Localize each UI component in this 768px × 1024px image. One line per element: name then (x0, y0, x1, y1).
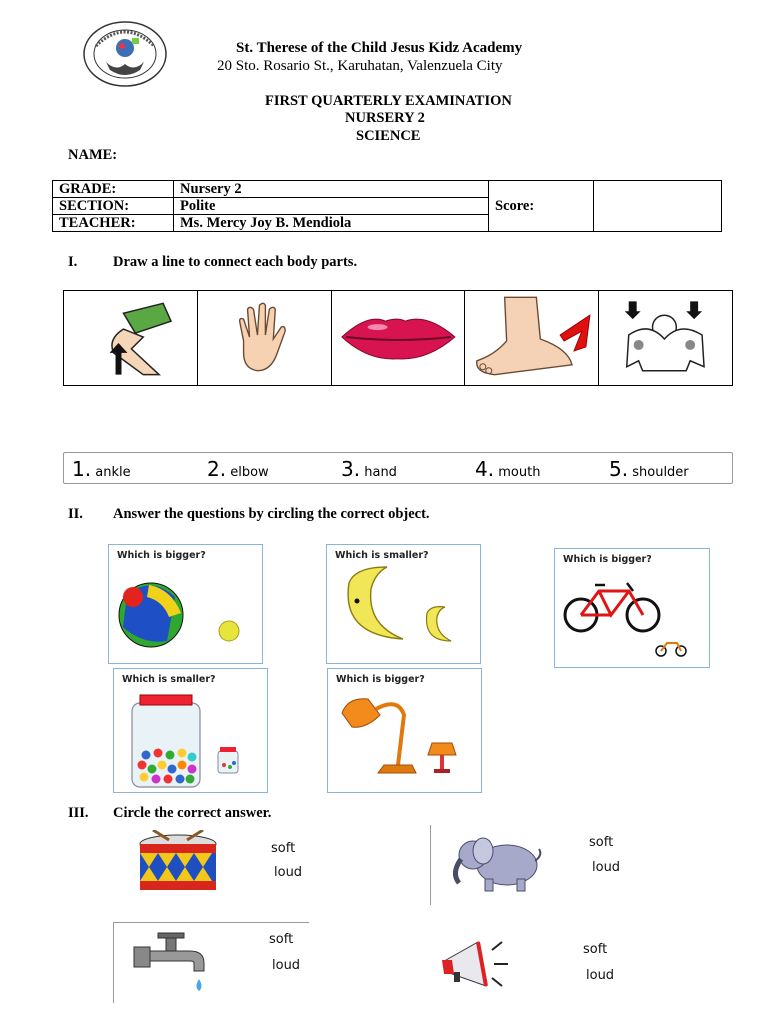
sound-card-megaphone[interactable] (428, 926, 623, 1006)
word-bank-item (207, 457, 269, 481)
word-bank-number: 3. (341, 457, 361, 481)
compare-card-moons[interactable] (326, 544, 481, 664)
compare-card-bicycles[interactable] (554, 548, 710, 668)
school-logo (82, 20, 168, 88)
compare-card-balls[interactable] (108, 544, 263, 664)
body-parts-strip (63, 290, 733, 386)
sound-card-elephant[interactable] (430, 825, 626, 905)
section-2-instruction: Answer the questions by circling the correct object. (113, 506, 430, 522)
option-loud[interactable]: loud (586, 968, 615, 983)
section-value: Polite (174, 198, 489, 215)
teacher-label: TEACHER: (53, 215, 174, 232)
word-bank-number: 1. (72, 457, 92, 481)
name-label: NAME: (68, 147, 118, 163)
word-bank-number: 2. (207, 457, 227, 481)
score-label: Score: (489, 181, 594, 232)
section-1-number: I. (68, 254, 78, 270)
card-question: Which is smaller? (122, 674, 216, 685)
section-1-instruction: Draw a line to connect each body parts. (113, 254, 358, 270)
word-bank-item (341, 457, 397, 481)
word-bank (63, 452, 733, 484)
exam-title: FIRST QUARTERLY EXAMINATION (265, 93, 512, 109)
card-question: Which is bigger? (117, 550, 206, 561)
exam-level: NURSERY 2 (345, 110, 425, 126)
compare-card-lamps[interactable] (327, 668, 482, 793)
grade-value: Nursery 2 (174, 181, 489, 198)
word-bank-number: 5. (609, 457, 629, 481)
card-question: Which is bigger? (336, 674, 425, 685)
compare-card-candy-jars[interactable] (113, 668, 268, 793)
sound-card-faucet[interactable] (113, 922, 309, 1003)
word-bank-word: mouth (498, 465, 541, 480)
score-value[interactable] (594, 181, 722, 232)
mouth-picture[interactable] (332, 291, 466, 385)
word-bank-number: 4. (475, 457, 495, 481)
option-soft[interactable]: soft (583, 942, 608, 957)
teacher-value: Ms. Mercy Joy B. Mendiola (174, 215, 489, 232)
word-bank-word: elbow (230, 465, 269, 480)
word-bank-word: shoulder (632, 465, 689, 480)
shoulder-picture[interactable] (599, 291, 732, 385)
word-bank-word: hand (364, 465, 397, 480)
option-loud[interactable]: loud (274, 865, 303, 880)
section-2-number: II. (68, 506, 83, 522)
sound-card-drum[interactable] (113, 830, 308, 902)
option-soft[interactable]: soft (269, 932, 294, 947)
section-3-number: III. (68, 805, 89, 821)
exam-subject: SCIENCE (356, 128, 421, 144)
option-soft[interactable]: soft (589, 835, 614, 850)
word-bank-item (475, 457, 540, 481)
hand-picture[interactable] (198, 291, 332, 385)
word-bank-item (72, 457, 131, 481)
word-bank-item (609, 457, 689, 481)
school-address: 20 Sto. Rosario St., Karuhatan, Valenzuela City (217, 58, 503, 74)
section-label: SECTION: (53, 198, 174, 215)
elbow-picture[interactable] (64, 291, 198, 385)
school-name: St. Therese of the Child Jesus Kidz Academy (236, 40, 523, 56)
option-loud[interactable]: loud (592, 860, 621, 875)
section-3-instruction: Circle the correct answer. (113, 805, 272, 821)
ankle-picture[interactable] (465, 291, 599, 385)
word-bank-word: ankle (95, 465, 131, 480)
card-question: Which is bigger? (563, 554, 652, 565)
option-loud[interactable]: loud (272, 958, 301, 973)
card-question: Which is smaller? (335, 550, 429, 561)
option-soft[interactable]: soft (271, 841, 296, 856)
info-table (52, 180, 722, 232)
grade-label: GRADE: (53, 181, 174, 198)
